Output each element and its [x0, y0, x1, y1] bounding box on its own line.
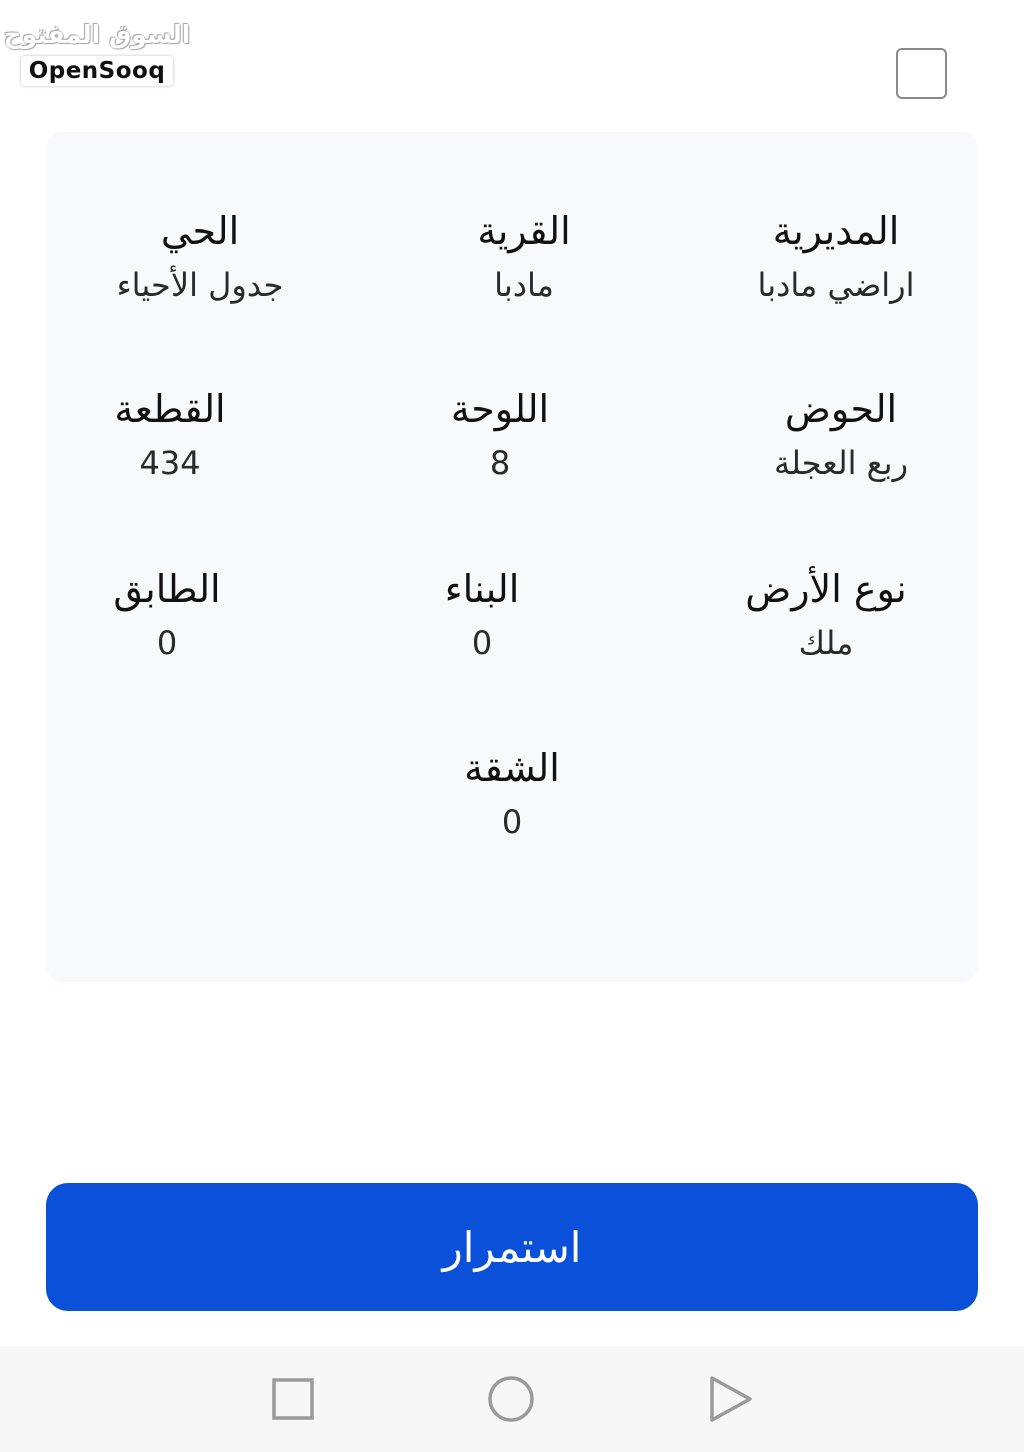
field-village	[394, 206, 654, 308]
field-value: مادبا	[494, 266, 554, 304]
field-label: البناء	[444, 567, 520, 611]
field-value: 434	[139, 444, 201, 482]
field-value: ملك	[798, 624, 854, 662]
field-building	[352, 564, 612, 666]
field-value: ربع العجلة	[773, 444, 909, 482]
field-directorate	[706, 206, 966, 308]
field-label: الشقة	[464, 746, 560, 790]
field-board	[370, 384, 630, 486]
logo-arabic-text: السوق المفتوح	[3, 20, 191, 49]
field-value: 8	[489, 444, 511, 482]
continue-button-label: استمرار	[442, 1223, 582, 1271]
field-value: 0	[471, 624, 493, 662]
continue-button[interactable]	[46, 1183, 978, 1311]
field-basin	[711, 384, 971, 486]
logo-english-text: OpenSooq	[21, 56, 174, 86]
select-checkbox[interactable]	[896, 48, 947, 99]
field-neighborhood	[70, 206, 330, 308]
field-label: الحوض	[784, 387, 898, 431]
field-apartment	[382, 743, 642, 845]
field-label: اللوحة	[450, 387, 550, 431]
field-label: القرية	[477, 209, 571, 253]
field-label: الحي	[160, 209, 240, 253]
field-value: اراضي مادبا	[757, 266, 915, 304]
opensooq-logo	[3, 18, 191, 98]
field-floor	[37, 564, 297, 666]
field-label: الطابق	[113, 567, 221, 611]
field-label: المديرية	[772, 209, 900, 253]
back-icon[interactable]	[706, 1374, 756, 1424]
field-label: نوع الأرض	[745, 567, 907, 611]
field-land-type	[696, 564, 956, 666]
field-value: 0	[501, 803, 523, 841]
recent-apps-icon[interactable]	[268, 1374, 318, 1424]
field-label: القطعة	[114, 387, 226, 431]
field-value: 0	[156, 624, 178, 662]
field-value: جدول الأحياء	[116, 266, 284, 304]
system-navigation-bar	[0, 1346, 1024, 1452]
field-plot	[40, 384, 300, 486]
land-details-card	[46, 132, 978, 982]
home-icon[interactable]	[486, 1374, 536, 1424]
